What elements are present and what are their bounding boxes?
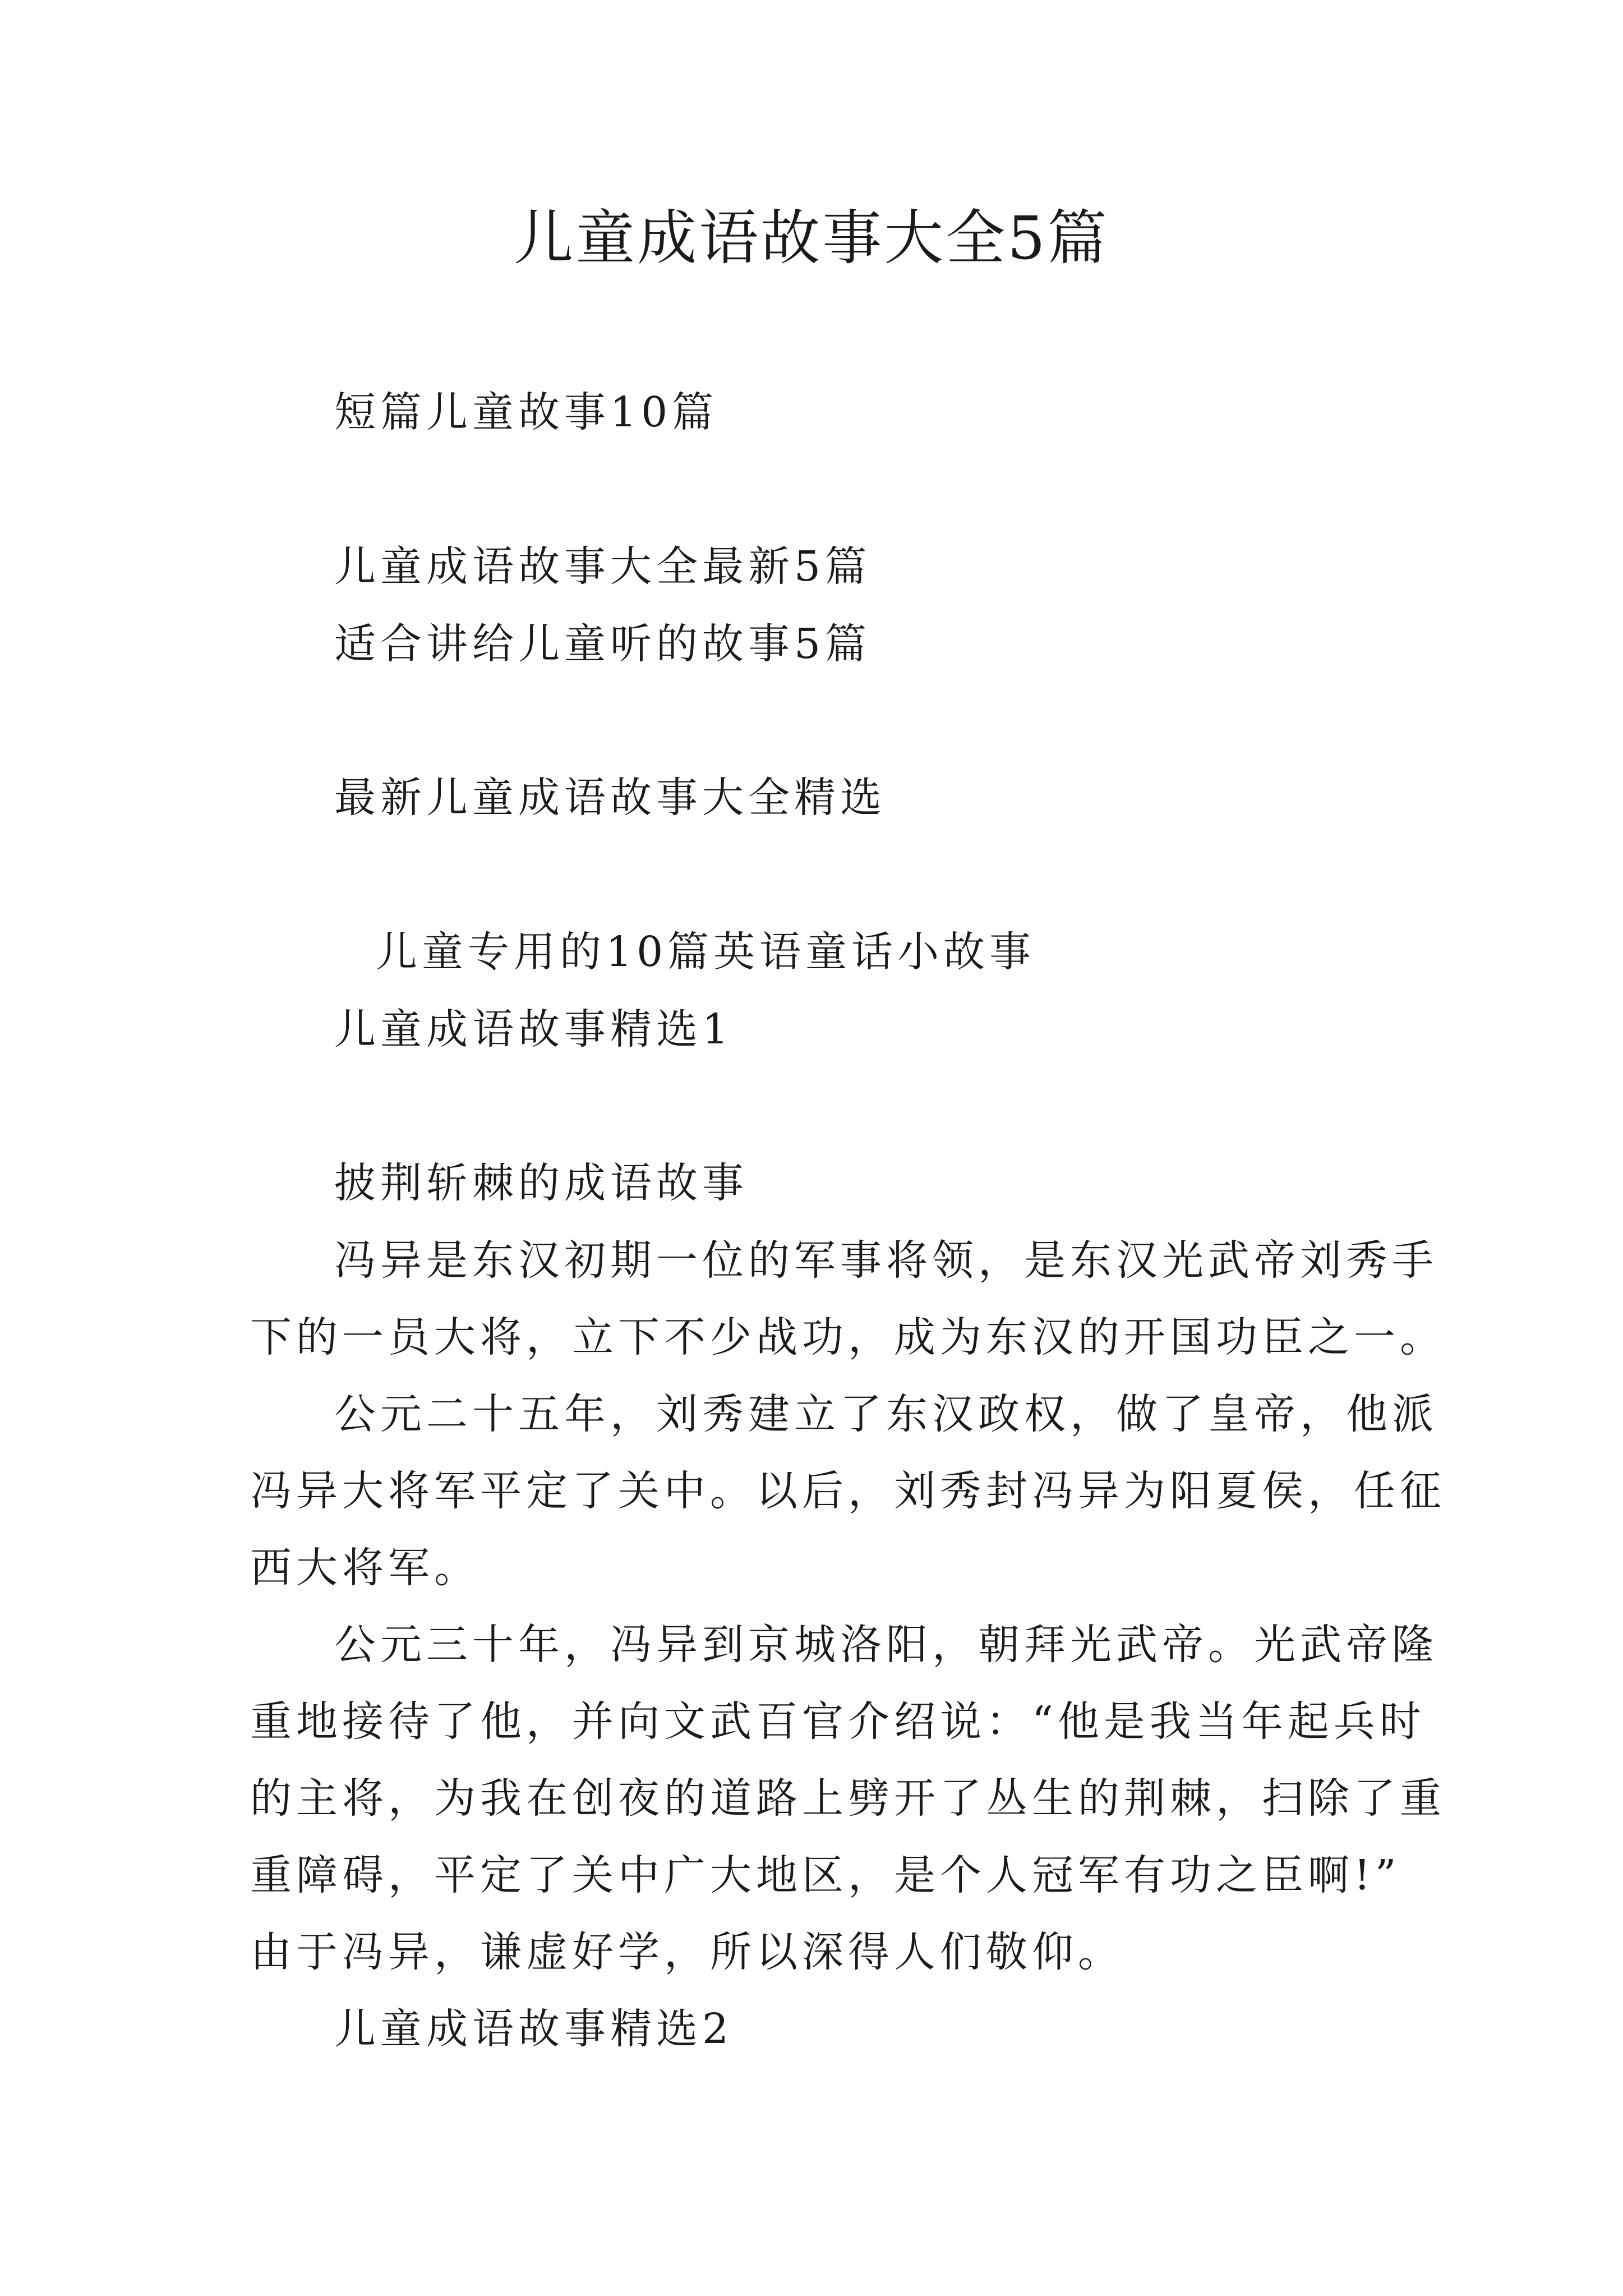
paragraph-line: 的主将，为我在创夜的道路上劈开了丛生的荆棘，扫除了重 xyxy=(250,1774,1446,1823)
link-idiom-latest[interactable]: 儿童成语故事大全最新5篇 xyxy=(334,542,872,591)
paragraph-line: 冯异是东汉初期一位的军事将领，是东汉光武帝刘秀手 xyxy=(334,1236,1438,1285)
paragraph-line: 下的一员大将，立下不少战功，成为东汉的开国功臣之一。 xyxy=(250,1313,1446,1361)
link-idiom-selected[interactable]: 最新儿童成语故事大全精选 xyxy=(334,774,886,822)
story-title: 披荆斩棘的成语故事 xyxy=(334,1159,748,1207)
link-stories-for-children[interactable]: 适合讲给儿童听的故事5篇 xyxy=(334,620,872,668)
paragraph-line: 西大将军。 xyxy=(250,1544,480,1592)
paragraph-line: 冯异大将军平定了关中。以后，刘秀封冯异为阳夏侯，任征 xyxy=(250,1467,1446,1515)
paragraph-line: 公元二十五年，刘秀建立了东汉政权，做了皇帝，他派 xyxy=(334,1390,1438,1438)
section-heading-2: 儿童成语故事精选2 xyxy=(334,2005,734,2053)
paragraph-line: 重地接待了他，并向文武百官介绍说：“他是我当年起兵时 xyxy=(250,1697,1426,1746)
section-heading-1: 儿童成语故事精选1 xyxy=(334,1005,734,1053)
link-english-fairy-tales[interactable]: 儿童专用的10篇英语童话小故事 xyxy=(376,928,1036,976)
page-title: 儿童成语故事大全5篇 xyxy=(514,204,1109,273)
paragraph-line: 公元三十年，冯异到京城洛阳，朝拜光武帝。光武帝隆 xyxy=(334,1621,1438,1669)
paragraph-line: 由于冯异，谦虚好学，所以深得人们敬仰。 xyxy=(250,1928,1124,1976)
paragraph-line: 重障碍，平定了关中广大地区，是个人冠军有功之臣啊!” xyxy=(250,1851,1401,1899)
link-short-stories[interactable]: 短篇儿童故事10篇 xyxy=(334,388,718,436)
